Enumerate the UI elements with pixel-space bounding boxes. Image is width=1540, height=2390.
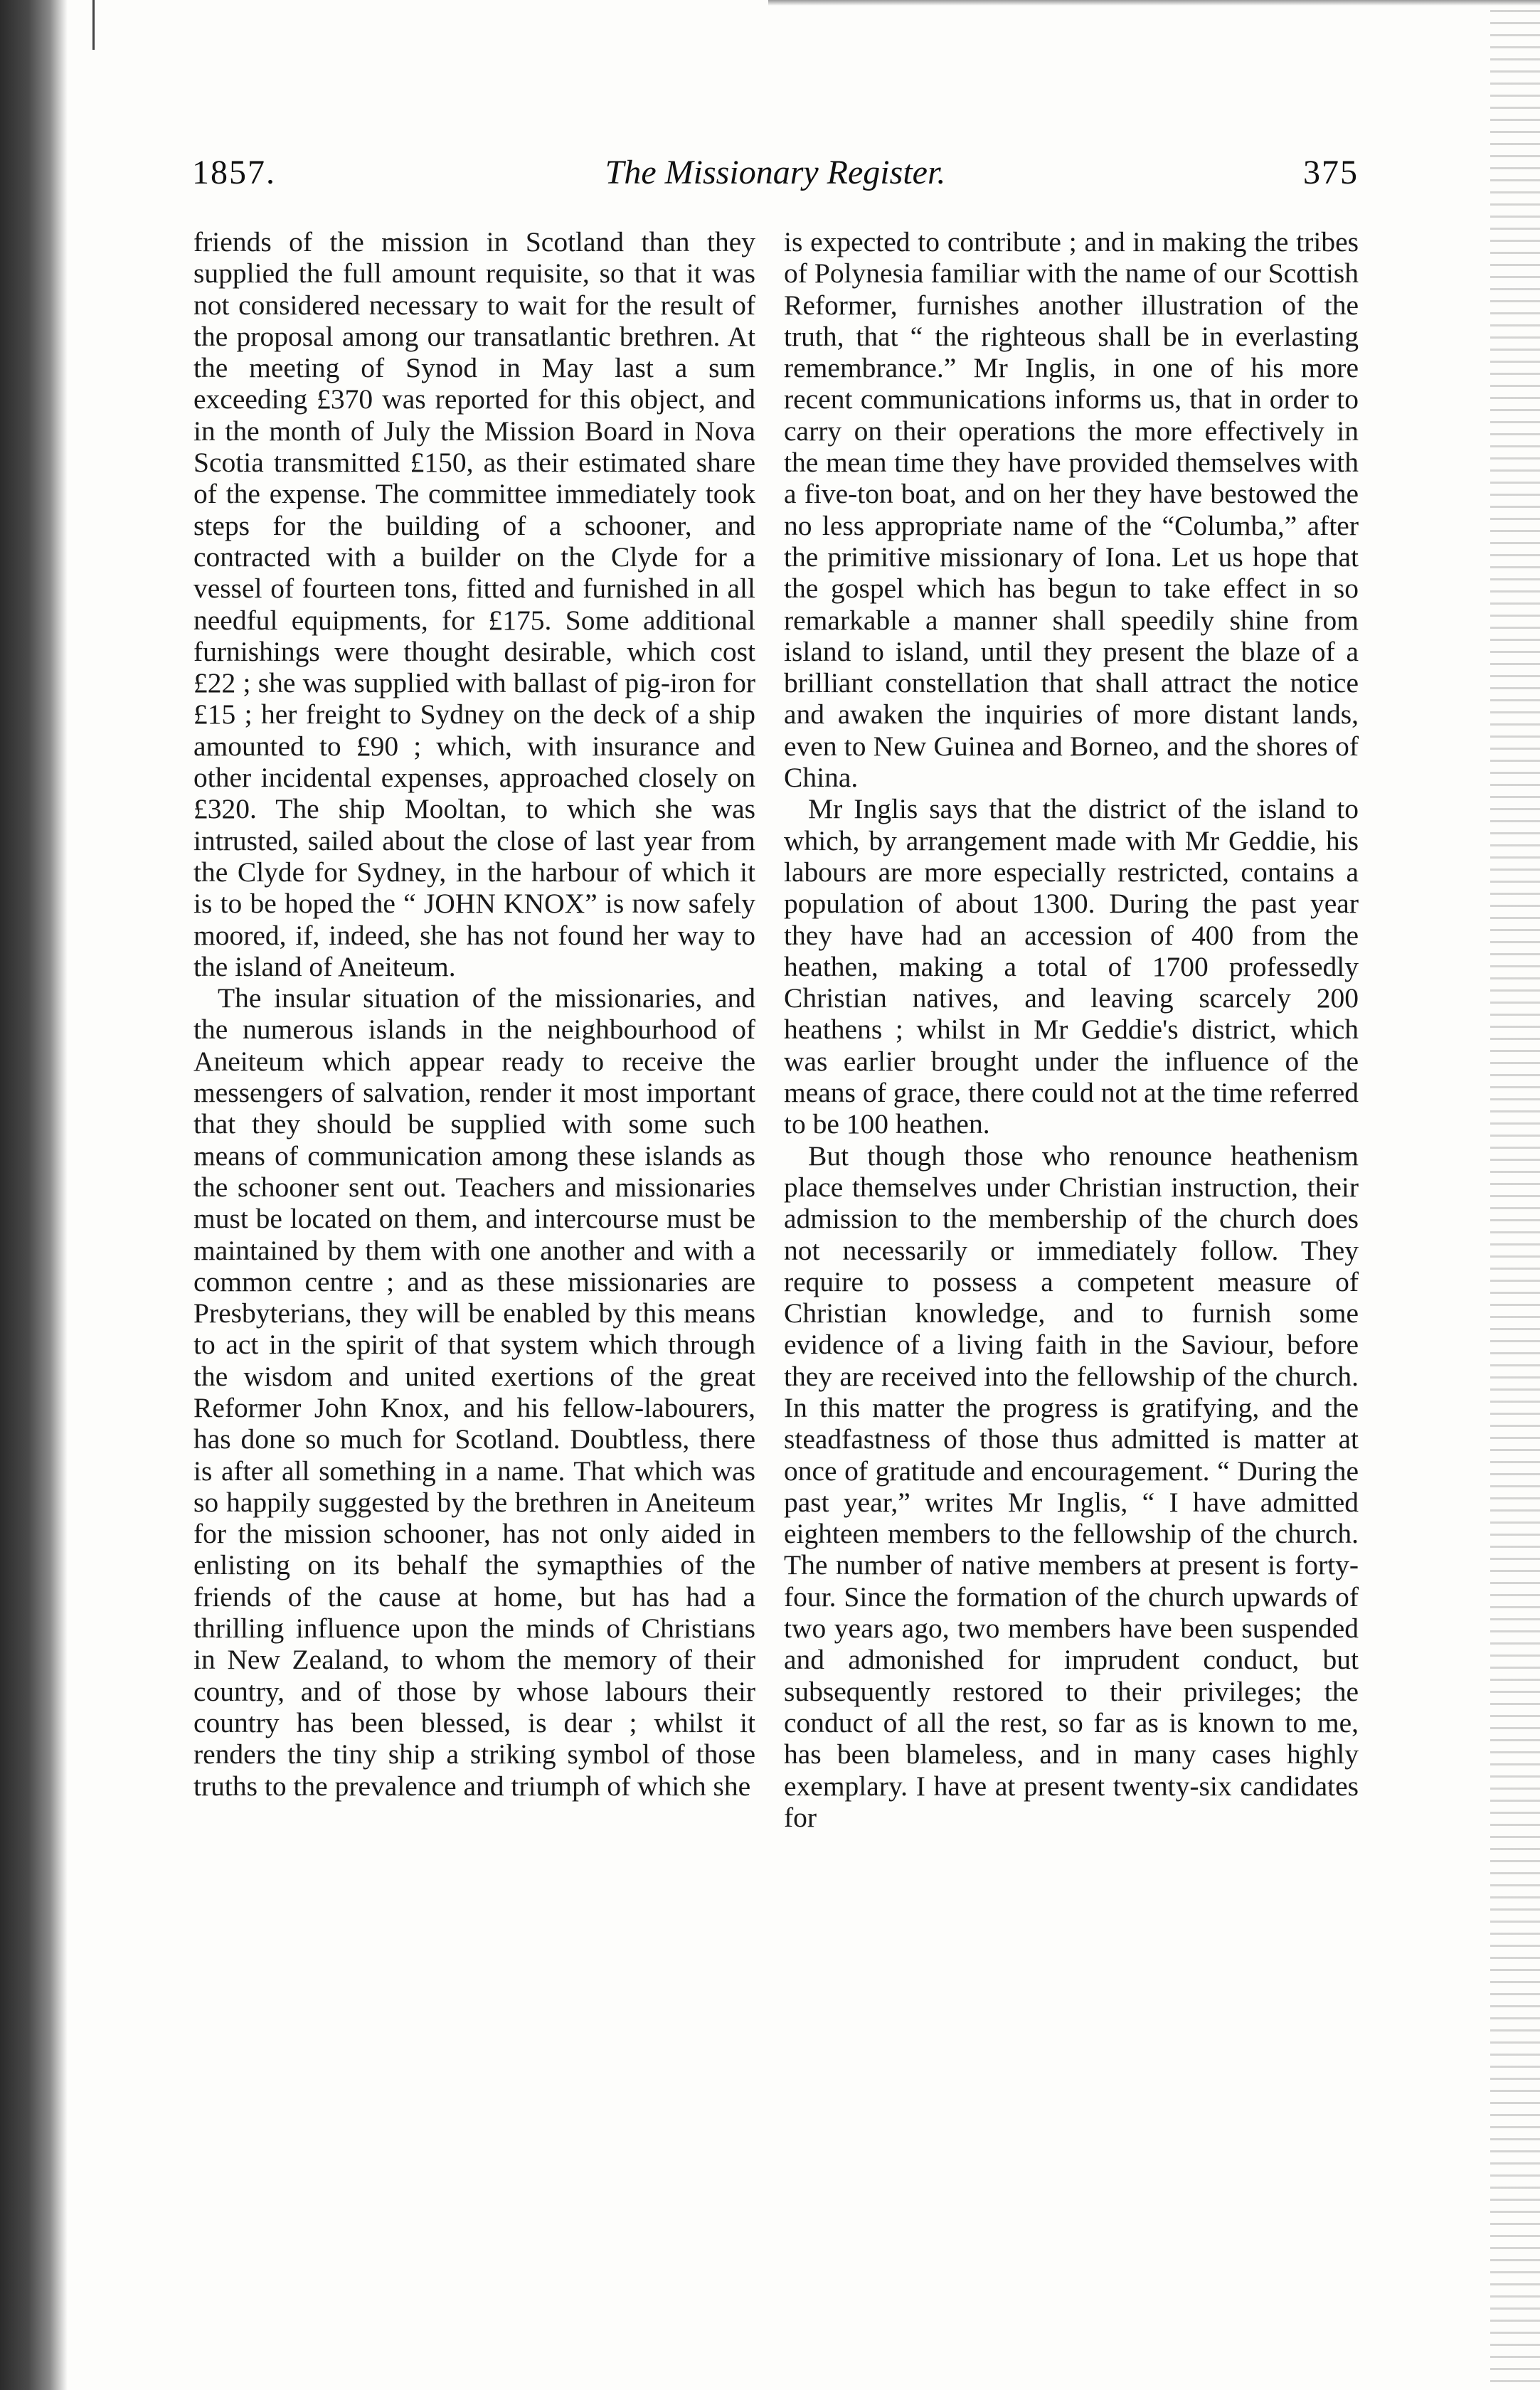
journal-title: The Missionary Register. <box>605 154 946 191</box>
running-header <box>192 153 1359 203</box>
page-number: 375 <box>1303 154 1359 191</box>
binding-mark <box>92 0 95 50</box>
header-year: 1857. <box>192 154 276 191</box>
right-edge-artifacts <box>1490 0 1540 2390</box>
right-paragraph-3: But though those who renounce heathenism place themselves under Christian instruction, their admission to the membership of the church does not necessarily or immediately follow. They require to possess a competent measure of Christian knowledge, and to furnish some evidence of a living faith in the Saviour, before they are received into the fellowship of the church. In this matter the progress is gratifying, and the steadfastness of those thus admitted is matter at once of gratitude and encouragement. “ During the past year,” writes Mr Inglis, “ I have admitted eighteen members to the fellowship of the church. The number of native members at present is forty-four. Since the formation of the church upwards of two years ago, two members have been suspended and admonished for imprudent conduct, but subsequently restored to their privileges; the conduct of all the rest, so far as is known to me, has been blameless, and in many cases highly exemplary. I have at present twenty-six candidates for <box>784 1140 1359 1833</box>
left-column <box>193 226 755 1802</box>
right-paragraph-1: is expected to contribute ; and in making the tribes of Polynesia familiar with the name of our Scottish Reformer, furnishes another illustration of the truth, that “ the righteous shall be in everlasting remembrance.” Mr Inglis, in one of his more recent communications informs us, that in order to carry on their operations the more effectively in the mean time they have provided themselves with a five-ton boat, and on her they have bestowed the no less appropriate name of the “Columba,” after the primitive missionary of Iona. Let us hope that the gospel which has begun to take effect in so remarkable a manner shall speedily shine from island to island, until they present the blaze of a brilliant constellation that shall attract the notice and awaken the inquiries of more distant lands, even to New Guinea and Borneo, and the shores of China. <box>784 226 1359 794</box>
left-paragraph-2: The insular situation of the missionaries, and the numerous islands in the neighbourhood of Aneiteum which appear ready to receive the messengers of salvation, render it most important that they should be supplied with some such means of communication among these islands as the schooner sent out. Teachers and missionaries must be located on them, and intercourse must be maintained by them with one another and with a common centre ; and as these missionaries are Presbyterians, they will be enabled by this means to act in the spirit of that system which through the wisdom and united exertions of the great Reformer John Knox, and his fellow-labourers, has done so much for Scotland. Doubtless, there is after all something in a name. That which was so happily suggested by the brethren in Aneiteum for the mission schooner, has not only aided in enlisting on its behalf the symapthies of the friends of the cause at home, but has had a thrilling influence upon the minds of Christians in New Zealand, to whom the memory of their country, and of those by whose labours their country has been blessed, is dear ; whilst it renders the tiny ship a striking symbol of those truths to the prevalence and triumph of which she <box>193 982 755 1802</box>
left-paragraph-1: friends of the mission in Scotland than they supplied the full amount requisite, so that it was not considered necessary to wait for the result of the proposal among our transatlantic brethren. At the meeting of Synod in May last a sum exceeding £370 was reported for this object, and in the month of July the Mission Board in Nova Scotia transmitted £150, as their estimated share of the expense. The committee immediately took steps for the building of a schooner, and contracted with a builder on the Clyde for a vessel of fourteen tons, fitted and furnished in all needful equipments, for £175. Some additional furnishings were thought desirable, which cost £22 ; she was supplied with ballast of pig-iron for £15 ; her freight to Sydney on the deck of a ship amounted to £90 ; which, with insurance and other incidental expenses, approached closely on £320. The ship Mooltan, to which she was intrusted, sailed about the close of last year from the Clyde for Sydney, in the harbour of which it is to be hoped the “ JOHN KNOX” is now safely moored, if, indeed, she has not found her way to the island of Aneiteum. <box>193 226 755 982</box>
binding-shadow <box>0 0 68 2390</box>
right-paragraph-2: Mr Inglis says that the district of the island to which, by arrangement made with Mr Geddie, his labours are more especially restricted, contains a population of about 1300. During the past year they have had an accession of 400 from the heathen, making a total of 1700 professedly Christian natives, and leaving scarcely 200 heathens ; whilst in Mr Geddie's district, which was earlier brought under the influence of the means of grace, there could not at the time referred to be 100 heathen. <box>784 793 1359 1140</box>
right-column <box>784 226 1359 1833</box>
top-edge-shadow <box>768 0 1540 6</box>
